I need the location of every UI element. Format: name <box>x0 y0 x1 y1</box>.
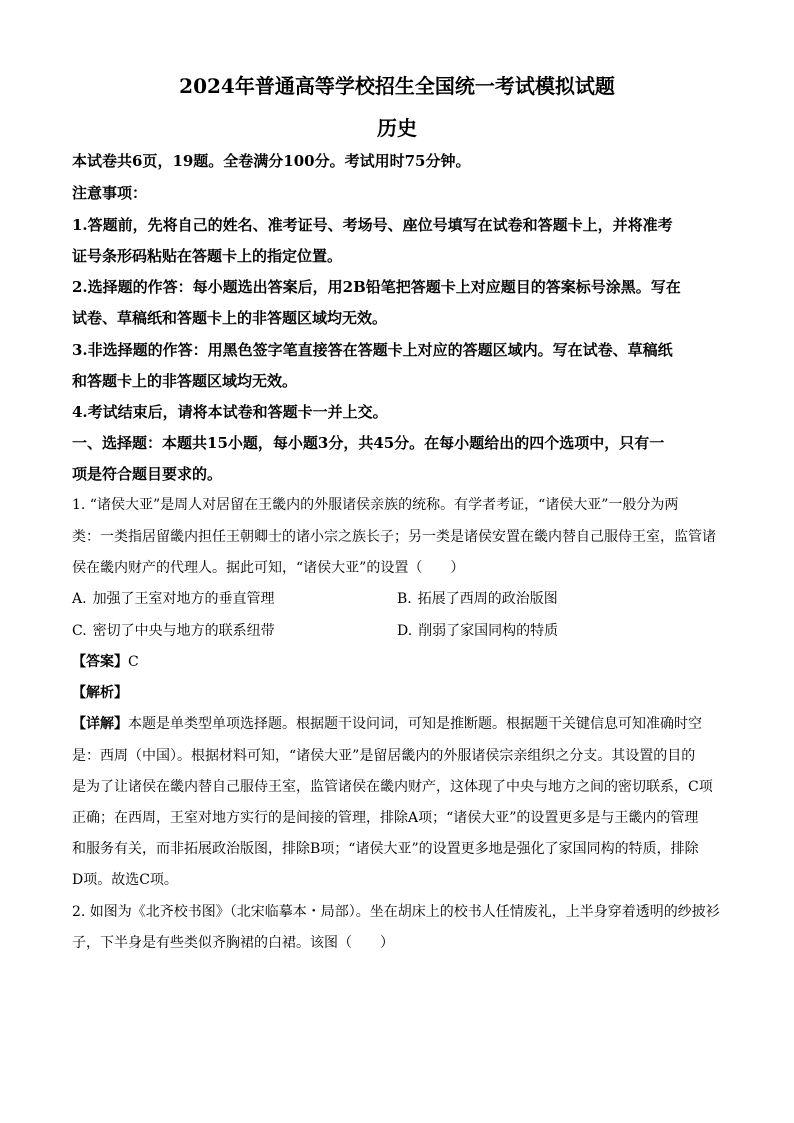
analysis-tag: 【解析】 <box>72 685 128 701</box>
option-c <box>72 620 275 640</box>
option-a-key: A. <box>72 591 87 607</box>
question-2-stem: 2. 如图为《北齐校书图》（北宋临摹本・局部）。坐在胡床上的校书人任情废礼，上半身穿着透明的纱披衫 <box>72 904 720 920</box>
option-c-key: C. <box>72 623 87 639</box>
notice-heading: 注意事项： <box>72 184 148 202</box>
notice-line: 1.答题前，先将自己的姓名、准考证号、考场号、座位号填写在试卷和答题卡上，并将准考 <box>72 216 673 234</box>
option-d-text: 削弱了家国同构的特质 <box>418 623 559 639</box>
question-1-stem: 侯在畿内财产的代理人。据此可知，“诸侯大亚”的设置（ ） <box>72 560 465 576</box>
exam-title: 2024年普通高等学校招生全国统一考试模拟试题 <box>179 74 615 98</box>
detail-line: D项。故选C项。 <box>72 872 178 888</box>
detail-tag: 【详解】 <box>72 716 128 732</box>
option-b <box>397 588 558 608</box>
section-heading: 项是符合题目要求的。 <box>72 465 223 483</box>
detail-line: 正确；在西周，王室对地方实行的是间接的管理，排除A项；“诸侯大亚”的设置更多是与王畿内的管理 <box>72 810 699 826</box>
detail-text: 本题是单类型单项选择题。根据题干设问词，可知是推断题。根据题干关键信息可知准确时空 <box>128 716 702 732</box>
notice-line: 和答题卡上的非答题区域均无效。 <box>72 372 298 390</box>
answer-line <box>72 651 139 671</box>
option-d <box>397 620 558 640</box>
analysis-line <box>72 682 128 702</box>
exam-subject: 历史 <box>377 116 417 140</box>
question-2-stem: 子，下半身是有些类似齐胸裙的白裙。该图（ ） <box>72 935 394 951</box>
notice-line: 证号条形码粘贴在答题卡上的指定位置。 <box>72 247 343 265</box>
section-heading: 一、选择题：本题共15小题，每小题3分，共45分。在每小题给出的四个选项中，只有一 <box>72 434 665 452</box>
option-a-text: 加强了王室对地方的垂直管理 <box>92 591 275 607</box>
detail-line: 是：西周（中国）。根据材料可知，“诸侯大亚”是留居畿内的外服诸侯宗亲组织之分支。其设置的目的 <box>72 748 696 764</box>
option-d-key: D. <box>397 623 413 639</box>
option-b-text: 拓展了西周的政治版图 <box>417 591 558 607</box>
answer-value: C <box>128 654 139 670</box>
notice-line: 3.非选择题的作答：用黑色签字笔直接答在答题卡上对应的答题区域内。写在试卷、草稿纸 <box>72 341 673 359</box>
notice-line: 4.考试结束后，请将本试卷和答题卡一并上交。 <box>72 403 388 421</box>
notice-line: 2.选择题的作答：每小题选出答案后，用2B铅笔把答题卡上对应题目的答案标号涂黑。写在 <box>72 278 681 296</box>
option-b-key: B. <box>397 591 412 607</box>
answer-tag: 【答案】 <box>72 654 128 670</box>
notice-line: 试卷、草稿纸和答题卡上的非答题区域均无效。 <box>72 309 388 327</box>
question-1-stem: 类：一类指居留畿内担任王朝卿士的诸小宗之族长子；另一类是诸侯安置在畿内替自己服侍王室，监管诸 <box>72 529 716 545</box>
question-1-stem: 1. “诸侯大亚”是周人对居留在王畿内的外服诸侯亲族的统称。有学者考证，“诸侯大亚”一般分为两 <box>72 497 679 513</box>
detail-line <box>72 713 702 733</box>
exam-intro: 本试卷共6页，19题。全卷满分100分。考试用时75分钟。 <box>72 152 471 170</box>
option-c-text: 密切了中央与地方的联系纽带 <box>92 623 275 639</box>
detail-line: 是为了让诸侯在畿内替自己服侍王室，监管诸侯在畿内财产，这体现了中央与地方之间的密切联系，C项 <box>72 779 713 795</box>
option-a <box>72 588 275 608</box>
detail-line: 和服务有关，而非拓展政治版图，排除B项；“诸侯大亚”的设置更多地是强化了家国同构的特质，排除 <box>72 841 699 857</box>
